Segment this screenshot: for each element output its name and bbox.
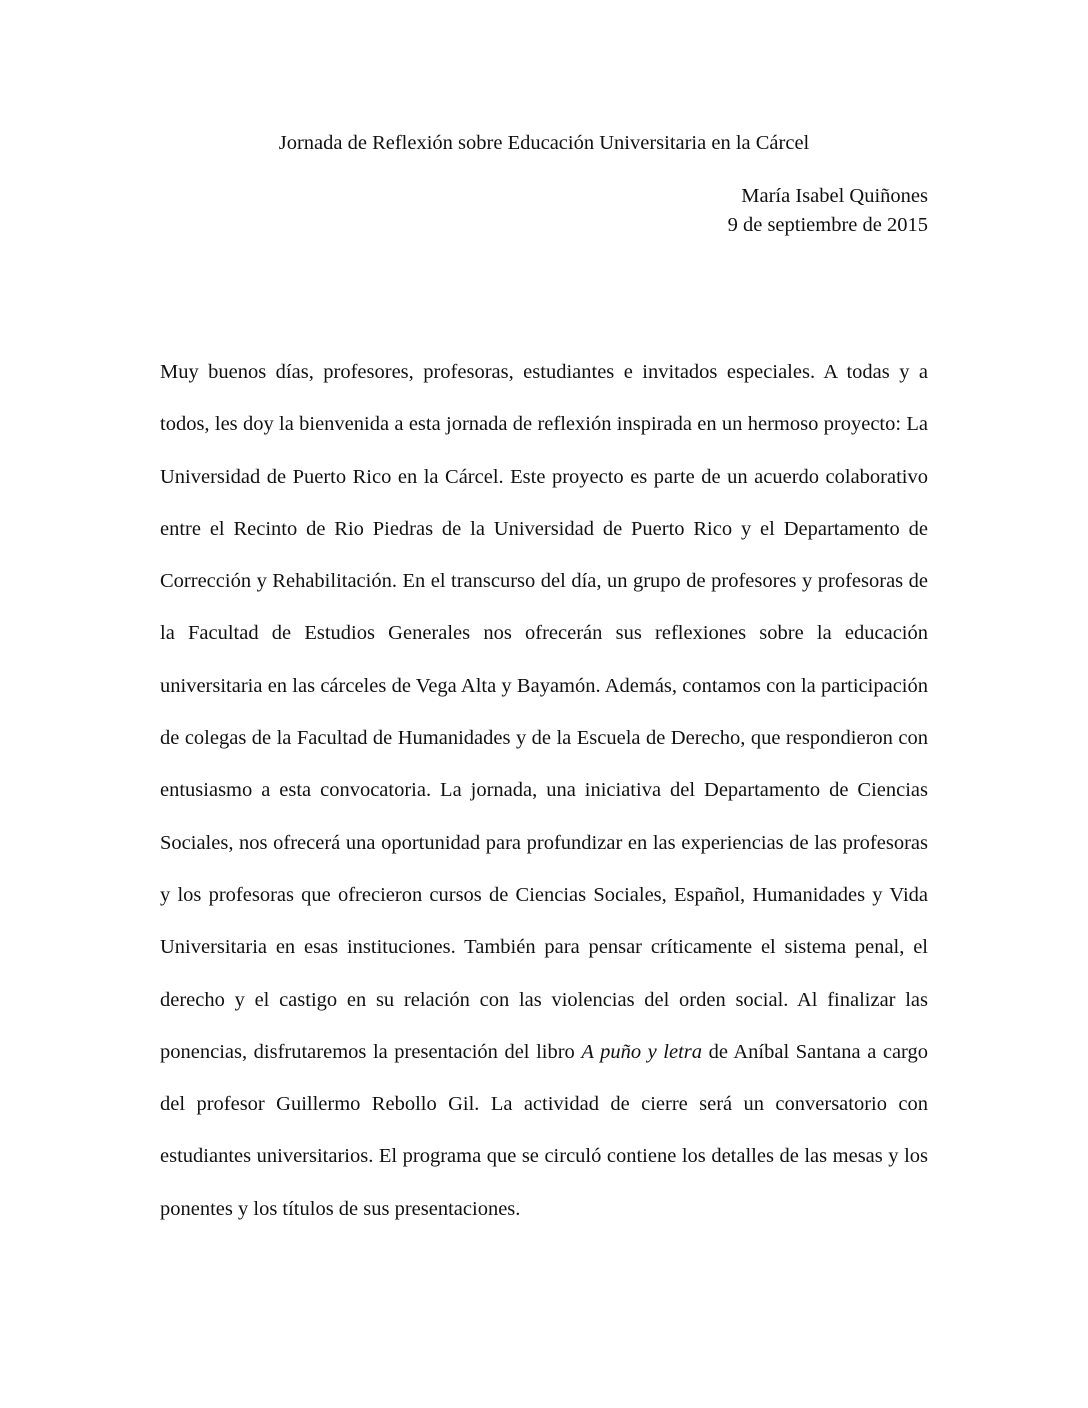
author-block <box>728 182 928 240</box>
document-title: Jornada de Reflexión sobre Educación Universitaria en la Cárcel <box>278 132 810 154</box>
body-paragraph <box>160 346 928 1235</box>
book-title: A puño y letra <box>581 1040 703 1063</box>
paragraph-text-part-1: Muy buenos días, profesores, profesoras, estudiantes e invitados especiales. A todas y a todos, les doy la bienvenida a esta jornada de reflexión inspirada en un hermoso proyecto: La Universidad de Puerto Rico en la Cárcel. Este proyecto es parte de un acuerdo colaborativo entre el Recinto de Rio Piedras de la Universidad de Puerto Rico y el Departamento de Corrección y Rehabilitación. En el transcurso del día, un grupo de profesores y profesoras de la Facultad de Estudios Generales nos ofrecerán sus reflexiones sobre la educación universitaria en las cárceles de Vega Alta y Bayamón. Además, contamos con la participación de colegas de la Facultad de Humanidades y de la Escuela de Derecho, que respondieron con entusiasmo a esta convocatoria. La jornada, una iniciativa del Departamento de Ciencias Sociales, nos ofrecerá una oportunidad para profundizar en las experiencias de las profesoras y los profesoras que ofrecieron cursos de Ciencias Sociales, Español, Humanidades y Vida Universitaria en esas instituciones. También para pensar críticamente el sistema penal, el derecho y el castigo en su relación con las violencias del orden social. Al finalizar las ponencias, disfrutaremos la presentación del libro <box>160 361 928 1063</box>
document-date: 9 de septiembre de 2015 <box>727 214 928 236</box>
author-name: María Isabel Quiñones <box>741 185 928 207</box>
paragraph-text-part-2: de Aníbal Santana a cargo del profesor Guillermo Rebollo Gil. La actividad de cierre será un conversatorio con estudiantes universitarios. El programa que se circuló contiene los detalles de las mesas y los ponentes y los títulos de sus presentaciones. <box>160 1040 929 1220</box>
